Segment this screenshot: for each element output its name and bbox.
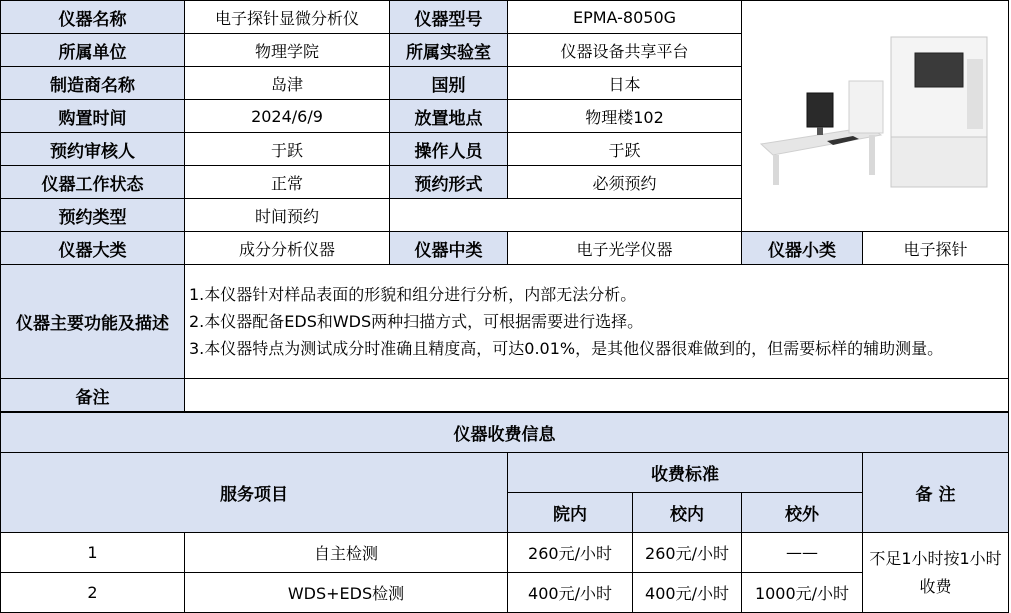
purchase-date-value: 2024/6/9	[185, 100, 390, 133]
booking-type-label: 预约类型	[1, 199, 185, 232]
empty-cell	[390, 199, 742, 232]
major-category-label: 仪器大类	[1, 232, 185, 265]
maker-value: 岛津	[185, 67, 390, 100]
remark-value	[185, 379, 1009, 412]
desk-leg	[773, 155, 779, 185]
fee-note-value: 不足1小时按1小时收费	[863, 533, 1009, 613]
major-category-value: 成分分析仪器	[185, 232, 390, 265]
booking-form-value: 必须预约	[508, 166, 742, 199]
fee-table	[0, 412, 1009, 613]
location-label: 放置地点	[390, 100, 508, 133]
location-value: 物理楼102	[508, 100, 742, 133]
description-line: 1.本仪器针对样品表面的形貌和组分进行分析，内部无法分析。	[189, 285, 637, 304]
fee-row-item: 自主检测	[185, 533, 508, 573]
description-label: 仪器主要功能及描述	[1, 265, 185, 379]
description-line: 3.本仪器特点为测试成分时准确且精度高，可达0.01%，是其他仪器很难做到的，但需要标样的辅助测量。	[189, 339, 944, 358]
fee-row-in: 400元/小时	[508, 573, 633, 613]
work-status-value: 正常	[185, 166, 390, 199]
reviewer-label: 预约审核人	[1, 133, 185, 166]
country-label: 国别	[390, 67, 508, 100]
instrument-photo	[749, 19, 1001, 209]
monitor-stand	[817, 127, 823, 135]
service-item-header: 服务项目	[1, 453, 508, 533]
instrument-name-label: 仪器名称	[1, 1, 185, 34]
booking-form-label: 预约形式	[390, 166, 508, 199]
instrument-base	[891, 137, 987, 187]
middle-category-label: 仪器中类	[390, 232, 508, 265]
fee-row-out: 1000元/小时	[742, 573, 863, 613]
work-status-label: 仪器工作状态	[1, 166, 185, 199]
description-line: 2.本仪器配备EDS和WDS两种扫描方式，可根据需要进行选择。	[189, 312, 644, 331]
maker-label: 制造商名称	[1, 67, 185, 100]
remark-label: 备注	[1, 379, 185, 412]
reviewer-value: 于跃	[185, 133, 390, 166]
lab-label: 所属实验室	[390, 34, 508, 67]
operator-value: 于跃	[508, 133, 742, 166]
fee-row-number: 2	[1, 573, 185, 613]
booking-type-value: 时间预约	[185, 199, 390, 232]
col-in-college: 院内	[508, 493, 633, 533]
minor-category-value: 电子探针	[863, 232, 1009, 265]
cabinet	[849, 81, 883, 133]
instrument-photo-cell	[742, 1, 1009, 232]
purchase-date-label: 购置时间	[1, 100, 185, 133]
fee-row-school: 400元/小时	[633, 573, 742, 613]
fee-row-school: 260元/小时	[633, 533, 742, 573]
fee-row-number: 1	[1, 533, 185, 573]
fee-standard-header: 收费标准	[508, 453, 863, 493]
fee-row-item: WDS+EDS检测	[185, 573, 508, 613]
instrument-name-value: 电子探针显微分析仪	[185, 1, 390, 34]
unit-value: 物理学院	[185, 34, 390, 67]
country-value: 日本	[508, 67, 742, 100]
fee-section-title: 仪器收费信息	[1, 413, 1009, 453]
instrument-window	[915, 53, 963, 87]
col-outside: 校外	[742, 493, 863, 533]
model-value: EPMA-8050G	[508, 1, 742, 34]
instrument-panel	[967, 59, 983, 129]
col-in-school: 校内	[633, 493, 742, 533]
middle-category-value: 电子光学仪器	[508, 232, 742, 265]
fee-row-in: 260元/小时	[508, 533, 633, 573]
lab-value: 仪器设备共享平台	[508, 34, 742, 67]
unit-label: 所属单位	[1, 34, 185, 67]
desk-leg	[869, 135, 875, 175]
monitor	[807, 93, 833, 127]
minor-category-label: 仪器小类	[742, 232, 863, 265]
model-label: 仪器型号	[390, 1, 508, 34]
fee-note-header: 备 注	[863, 453, 1009, 533]
operator-label: 操作人员	[390, 133, 508, 166]
description-value	[185, 265, 1009, 379]
fee-row-out: ——	[742, 533, 863, 573]
